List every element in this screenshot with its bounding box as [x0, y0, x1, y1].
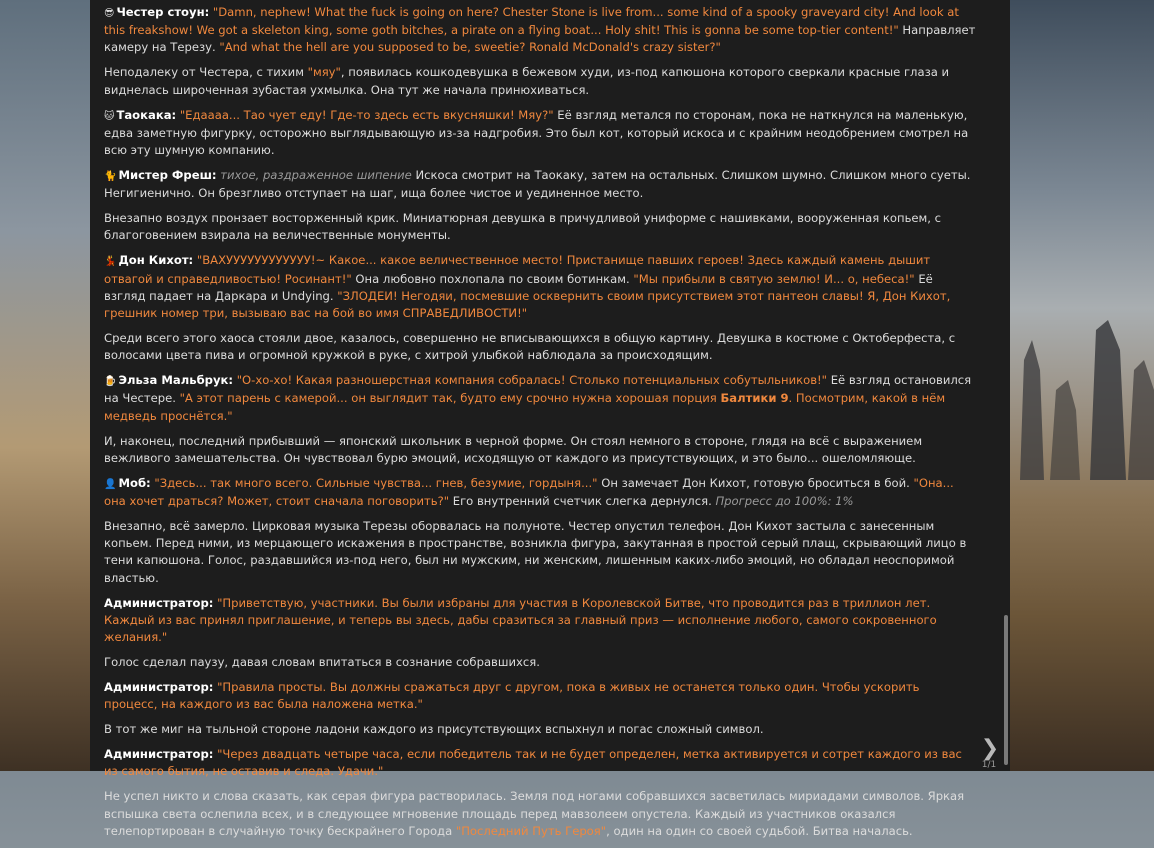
speaker-name: Администратор:: [104, 747, 214, 762]
message-content: [104, 4, 976, 848]
narration-text: Голос сделал паузу, давая словам впитаться в сознание собравшихся.: [104, 655, 540, 670]
dialogue-quote: "ВАХУУУУУУУУУУУУ!~ Какое... какое величественное место! Пристанище павших героев! Здесь каждый камень дышит отвагой и справедливостью! Росинант!": [104, 253, 931, 286]
scrollbar-thumb[interactable]: [1004, 615, 1008, 765]
cat-emoji: 🐈: [104, 171, 117, 183]
dialogue-quote: . Посмотрим, какой в нём медведь проснётся.": [104, 391, 946, 423]
narration-text: , один на один со своей судьбой. Битва началась.: [606, 823, 913, 838]
narration-text: Её взгляд остановился на Честере.: [104, 373, 972, 406]
narration-text: Её взгляд падает на Даркара и Undying.: [104, 271, 933, 303]
narration-text: Среди всего этого хаоса стояли двое, казалось, совершенно не вписывающихся в общую картину. Девушка в костюме с Октоберфеста, с волосами цвета пива и огромной кружкой в руке, с хитрой улыбкой наблюдала за происходящим.: [104, 331, 956, 363]
message-paragraph: [104, 210, 976, 244]
sunglasses-emoji: 😎: [104, 8, 115, 19]
message-paragraph: [104, 746, 976, 780]
message-paragraph: [104, 252, 976, 322]
message-paragraph: [104, 4, 976, 57]
speaker-name: Честер стоун:: [116, 5, 210, 19]
bold-quote-text: Балтики 9: [720, 391, 789, 406]
silhouette-emoji: 👤: [104, 478, 117, 490]
narration-text: Искоса смотрит на Таокаку, затем на остальных. Слишком шумно. Слишком много суеты. Негигиенично. Он брезгливо отступает на шаг, ища более чистое и уединенное место.: [104, 168, 971, 201]
narration-text: Его внутренний счетчик слегка дернулся.: [449, 494, 716, 509]
message-paragraph: [104, 167, 976, 202]
background-ruins: [1010, 300, 1154, 480]
narration-text: Он замечает Дон Кихот, готовую броситься в бой.: [597, 475, 914, 490]
narration-text: Неподалеку от Честера, с тихим: [104, 65, 308, 80]
dialogue-quote: "мяу": [307, 65, 341, 80]
speaker-name: Моб:: [118, 475, 151, 490]
dialogue-quote: "А этот парень с камерой... он выглядит так, будто ему срочно нужна хорошая порция: [179, 391, 721, 406]
dialogue-quote: "And what the hell are you supposed to be, sweetie? Ronald McDonald's crazy sister?": [219, 40, 721, 55]
narration-text: Не успел никто и слова сказать, как серая фигура растворилась. Земля под ногами собравшихся засветилась мириадами символов. Яркая вспышка света ослепила всех, и в следующее мгновение площадь перед мавзолеем опустела. Каждый из участников оказался телепортирован в случайную точку бескрайнего Города: [104, 789, 965, 838]
message-paragraph: [104, 433, 976, 467]
message-paragraph: [104, 788, 976, 840]
message-paragraph: [104, 330, 976, 364]
dialogue-quote: "Приветствую, участники. Вы были избраны для участия в Королевской Битве, что проводится раз в триллион лет. Каждый из вас принял приглашение, и теперь вы здесь, дабы сразиться за главный приз — исполнение любого, самого сокровенного желания.": [104, 595, 937, 645]
dialogue-quote: "ЗЛОДЕИ! Негодяи, посмевшие осквернить своим присутствием этот пантеон славы! Я, Дон Кихот, грешник номер три, вызываю вас на бой во имя СПРАВЕДЛИВОСТИ!": [104, 288, 951, 321]
italic-action-text: тихое, раздраженное шипение: [220, 168, 412, 183]
dialogue-quote: "Правила просты. Вы должны сражаться друг с другом, пока в живых не останется только один. Чтобы ускорить процесс, на каждого из вас была наложена метка.": [104, 680, 920, 712]
narration-text: Направляет камеру на Терезу.: [104, 23, 976, 55]
swipe-counter: 1/1: [981, 760, 997, 770]
dialogue-quote: "Damn, nephew! What the fuck is going on here? Chester Stone is live from... some kind of a spooky graveyard city! And look at this freakshow! We got a skeleton king, some goth bitches, a pirate on a flying boat... Holy shit! This is gonna be some top-tier content!": [104, 5, 959, 38]
message-paragraph: [104, 372, 976, 425]
italic-progress-text: Прогресс до 100%: 1%: [715, 494, 854, 509]
message-paragraph: [104, 518, 976, 587]
speaker-name: Мистер Фреш:: [118, 168, 217, 183]
narration-text: Внезапно воздух пронзает восторженный крик. Миниатюрная девушка в причудливой униформе с нашивками, вооруженная копьем, с благоговением взирала на величественные монументы.: [104, 211, 942, 243]
dialogue-quote: "Здесь... так много всего. Сильные чувства... гнев, безумие, гордыня...": [154, 475, 598, 490]
narration-text: И, наконец, последний прибывший — японский школьник в черной форме. Он стоял немного в стороне, глядя на всё с выражением вежливого замешательства. Он чувствовал бурю эмоций, исходящую от каждого из присутствующих, и это было... ошеломляюще.: [104, 433, 923, 465]
dialogue-quote: "Через двадцать четыре часа, если победитель так и не будет определен, метка активируется и сотрет каждого из вас из самого бытия, не оставив и следа. Удачи.": [104, 747, 962, 779]
background-left-landscape: [0, 0, 90, 771]
speaker-name: Дон Кихот:: [118, 253, 194, 268]
message-paragraph: [104, 721, 976, 738]
narration-text: Внезапно, всё замерло. Цирковая музыка Терезы оборвалась на полуноте. Честер опустил телефон. Дон Кихот застыла с занесенным копьем. Перед ними, из мерцающего искажения в пространстве, возникла фигура, закутанная в простой серый плащ, скрывающий лицо в тени капюшона. Голос, раздавшийся из-под него, был ни мужским, ни женским, лишенным каких-либо эмоций, но обладал неоспоримой властью.: [104, 519, 967, 585]
chat-message-panel: [90, 0, 1010, 838]
speaker-name: Администратор:: [104, 595, 214, 610]
speaker-name: Администратор:: [104, 680, 214, 695]
dancer-emoji: 💃: [104, 256, 117, 268]
speaker-name: Эльза Мальбрук:: [118, 373, 234, 388]
cat-face-emoji: 🐱: [104, 110, 115, 122]
message-paragraph: [104, 654, 976, 671]
speaker-name: Таокака:: [116, 107, 177, 122]
message-paragraph: [104, 64, 976, 98]
message-paragraph: [104, 595, 976, 647]
dialogue-quote: "Последний Путь Героя": [455, 823, 607, 838]
dialogue-quote: "Едаааа... Тао чует еду! Где-то здесь есть вкусняшки! Мяу?": [179, 107, 554, 122]
narration-text: Она любовно похлопала по своим ботинкам.: [351, 271, 634, 286]
beer-emoji: 🍺: [104, 376, 117, 388]
narration-text: В тот же миг на тыльной стороне ладони каждого из присутствующих вспыхнул и погас сложный символ.: [104, 722, 764, 737]
narration-text: Её взгляд метался по сторонам, пока не наткнулся на маленькую, едва заметную фигурку, осторожно выглядывающую из-за надгробия. Это был кот, который искоса и с крайним неодобрением смотрел на всю эту шумную компанию.: [104, 107, 969, 158]
dialogue-quote: "Мы прибыли в святую землю! И... о, небеса!": [633, 271, 915, 286]
narration-text: , появилась кошкодевушка в бежевом худи, из-под капюшона которого сверкали красные глаза и виднелась широченная зубастая ухмылка. Она тут же начала принюхиваться.: [104, 65, 950, 97]
message-paragraph: [104, 475, 976, 510]
dialogue-quote: "О-хо-хо! Какая разношерстная компания собралась! Столько потенциальных собутыльников!": [236, 373, 828, 388]
chevron-right-icon[interactable]: ❯: [980, 736, 1000, 761]
message-paragraph: [104, 679, 976, 713]
message-paragraph: [104, 107, 976, 160]
dialogue-quote: "Она... она хочет драться? Может, стоит сначала поговорить?": [104, 475, 954, 509]
